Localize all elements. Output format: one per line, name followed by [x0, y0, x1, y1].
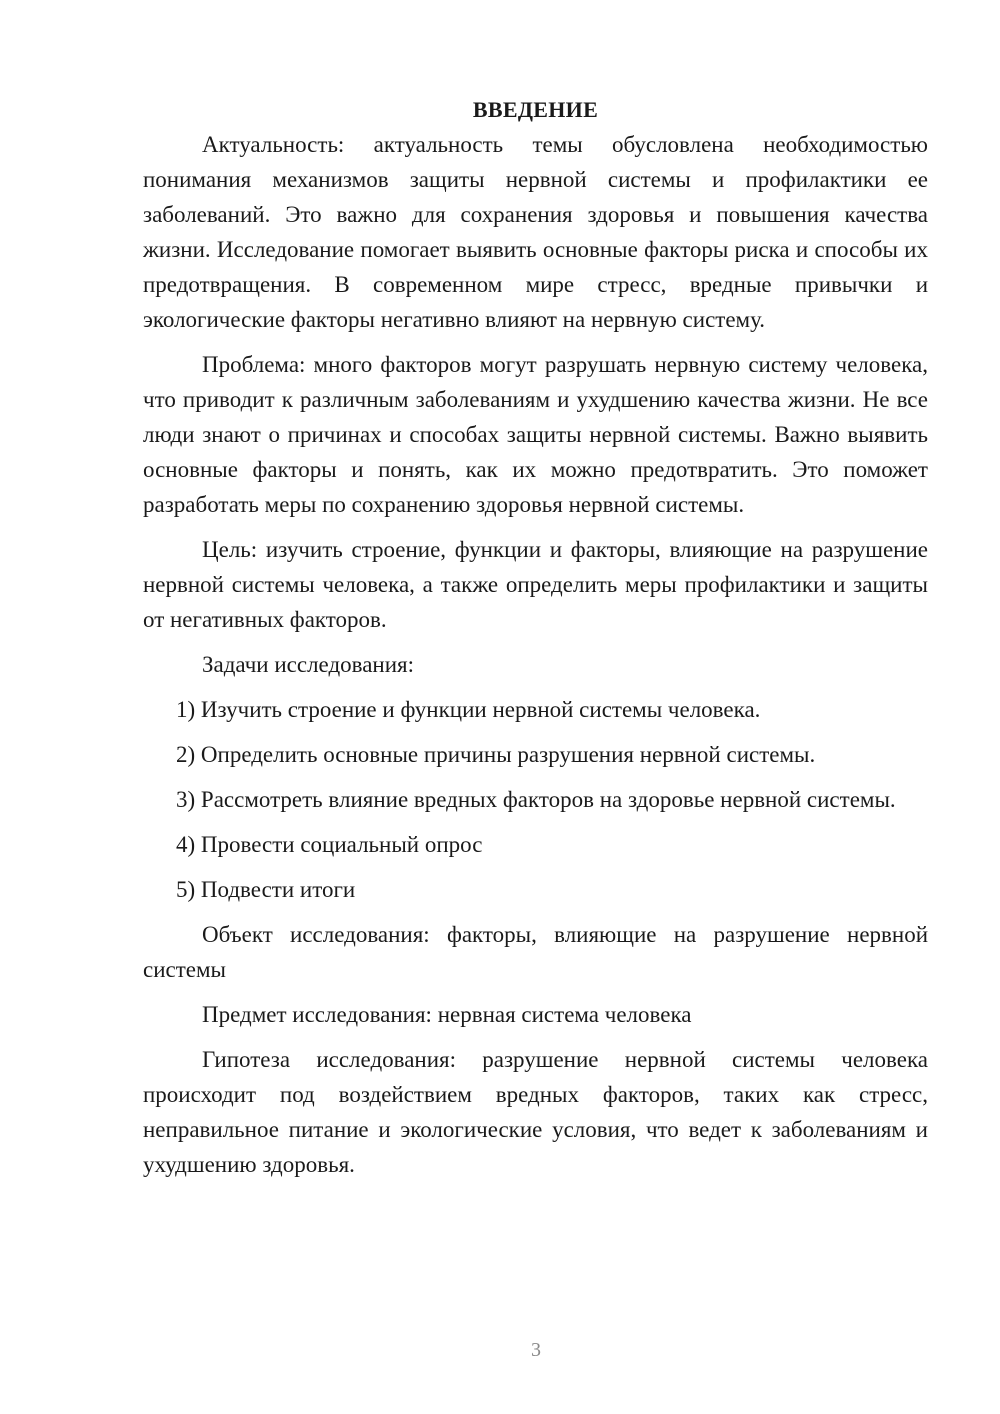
task-item-1: 1) Изучить строение и функции нервной системы человека.	[176, 697, 761, 722]
paragraph-problem: Проблема: много факторов могут разрушать нервную систему человека, что приводит к различным заболеваниям и ухудшению качества жизни. Не все люди знают о причинах и способах защиты нервной системы. Важно выявить основные факторы и понять, как их можно предотвратить. Это поможет разработать меры по сохранению здоровья нервной системы.	[143, 352, 928, 517]
page-title: ВВЕДЕНИЕ	[472, 97, 599, 122]
page-number: 3	[531, 1339, 541, 1361]
paragraph-object: Объект исследования: факторы, влияющие на разрушение нервной системы	[143, 922, 928, 982]
task-item-3: 3) Рассмотреть влияние вредных факторов на здоровье нервной системы.	[176, 787, 896, 812]
task-item-5: 5) Подвести итоги	[176, 877, 356, 902]
task-item-4: 4) Провести социальный опрос	[176, 832, 483, 857]
page-content	[143, 95, 928, 1192]
paragraph-hypothesis: Гипотеза исследования: разрушение нервной системы человека происходит под воздействием вредных факторов, таких как стресс, неправильное питание и экологические условия, что ведет к заболеваниям и ухудшению здоровья.	[143, 1047, 928, 1177]
tasks-heading: Задачи исследования:	[202, 652, 415, 677]
paragraph-subject: Предмет исследования: нервная система человека	[202, 1002, 692, 1027]
paragraph-relevance: Актуальность: актуальность темы обусловлена необходимостью понимания механизмов защиты нервной системы и профилактики ее заболеваний. Это важно для сохранения здоровья и повышения качества жизни. Исследование помогает выявить основные факторы риска и способы их предотвращения. В современном мире стресс, вредные привычки и экологические факторы негативно влияют на нервную систему.	[143, 132, 928, 332]
paragraph-goal: Цель: изучить строение, функции и факторы, влияющие на разрушение нервной системы человека, а также определить меры профилактики и защиты от негативных факторов.	[143, 537, 928, 632]
task-item-2: 2) Определить основные причины разрушения нервной системы.	[176, 742, 816, 767]
